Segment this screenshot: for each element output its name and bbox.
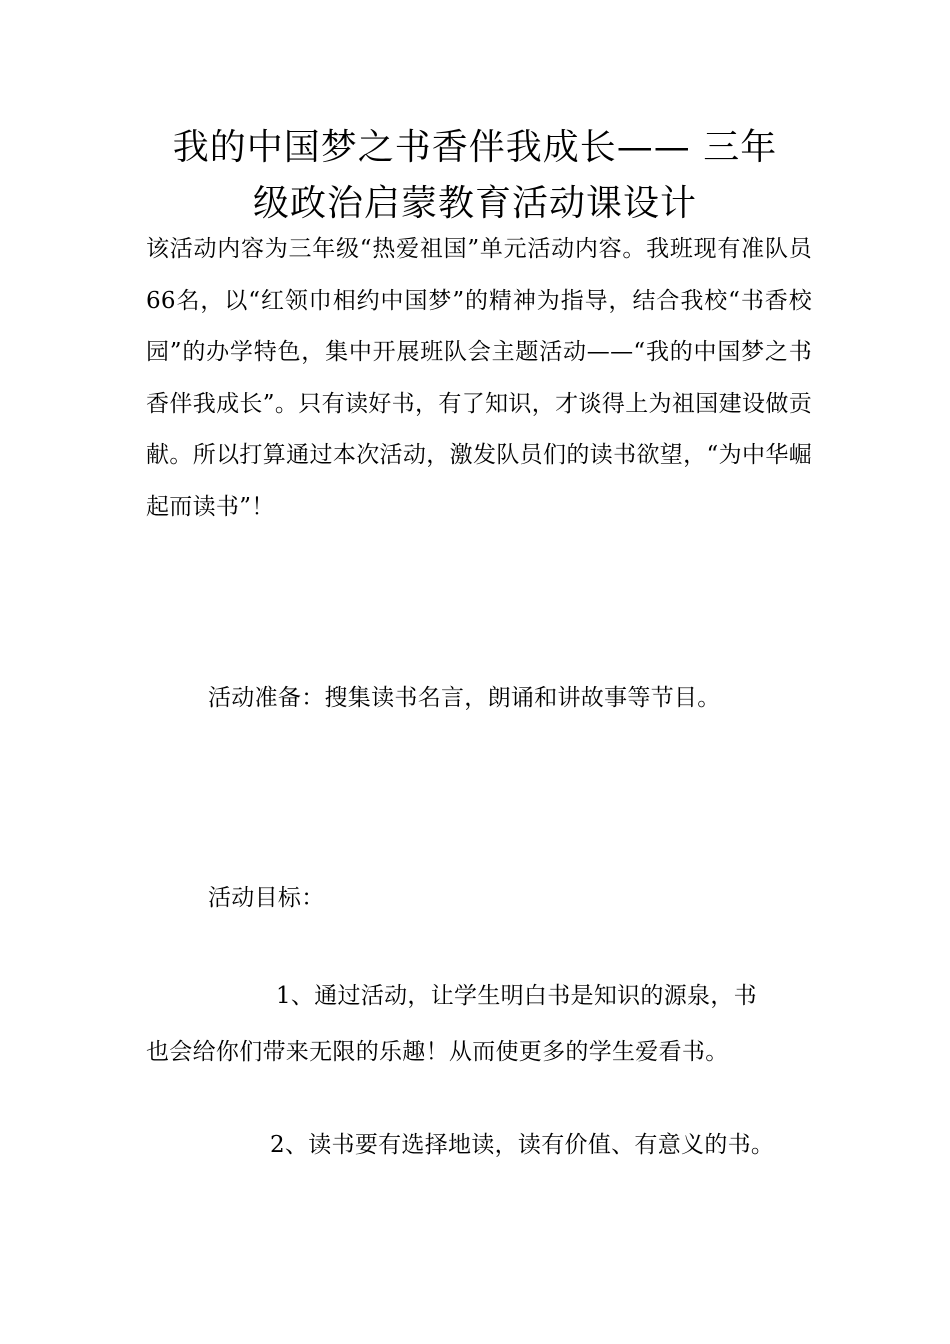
title-line-2: 级政治启蒙教育活动课设计: [252, 183, 697, 224]
document-title: [120, 120, 830, 232]
title-line-1: 我的中国梦之书香伴我成长—— 三年: [172, 127, 778, 168]
goal-2: 2、读书要有选择地读，读有价值、有意义的书。: [270, 1132, 775, 1158]
goal-1-line-2: 也会给你们带来无限的乐趣！从而使更多的学生爱看书。: [146, 1039, 729, 1065]
goal-1-line-1: 1、通过活动，让学生明白书是知识的源泉，书: [276, 983, 757, 1009]
activity-goals-heading: 活动目标：: [208, 885, 325, 911]
activity-preparation: 活动准备：搜集读书名言，朗诵和讲故事等节目。: [208, 685, 721, 711]
intro-paragraph: 该活动内容为三年级“热爱祖国”单元活动内容。我班现有准队员66名，以“红领巾相约中国梦”的精神为指导，结合我校“书香校园”的办学特色，集中开展班队会主题活动——“我的中国梦之书香伴我成长”。只有读好书，有了知识，才谈得上为祖国建设做贡献。所以打算通过本次活动，激发队员们的读书欲望，“为中华崛起而读书”！: [146, 236, 812, 520]
